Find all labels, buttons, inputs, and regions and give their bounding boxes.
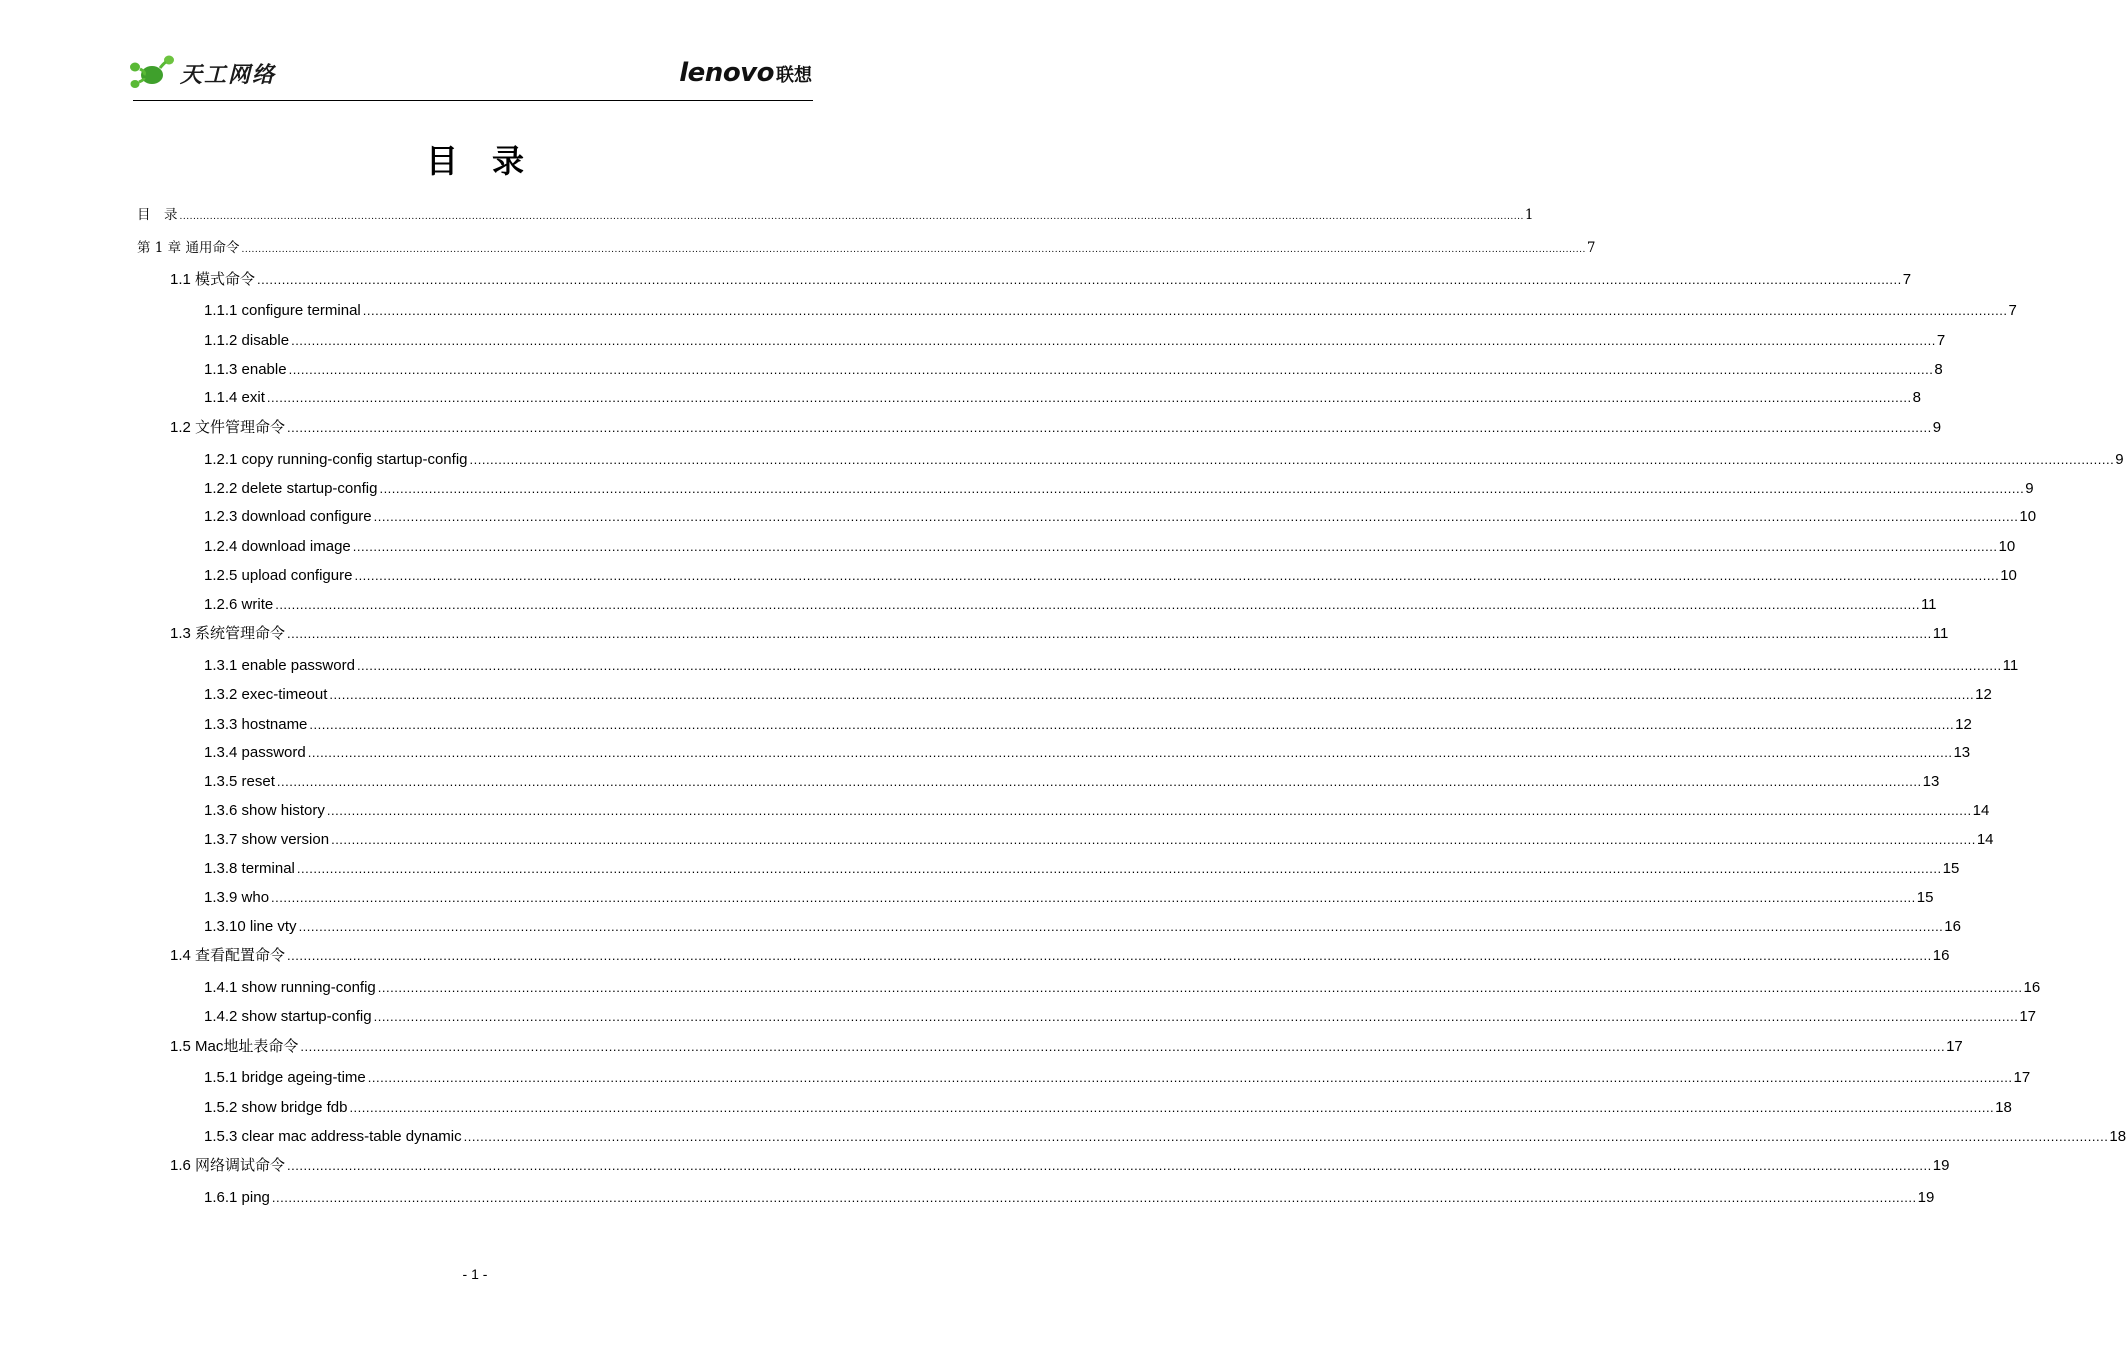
toc-entry-page: 18: [2109, 1128, 2126, 1145]
toc-entry-page: 14: [1976, 831, 1994, 848]
toc-entry-label: 1.4 查看配置命令: [170, 947, 286, 964]
toc-entry-page: 8: [1934, 361, 1943, 378]
toc-entry-label: 1.3.10 line vty: [204, 918, 297, 935]
toc-entry[interactable]: [170, 623, 1949, 645]
toc-entry-page: 7: [1936, 332, 1946, 349]
toc-entry[interactable]: [204, 478, 2034, 500]
toc-entry[interactable]: [204, 506, 2037, 528]
page-header: [126, 52, 812, 102]
toc-entry-page: 19: [1917, 1189, 1935, 1206]
toc-dot-leader: ................................................................................................................................................................................................................................................................................................................................................................................................................: [257, 272, 1902, 287]
toc-entry-label: 1.2.4 download image: [204, 538, 351, 555]
toc-entry[interactable]: [204, 330, 1946, 352]
toc-entry-page: 7: [1586, 240, 1596, 256]
toc-dot-leader: ................................................................................................................................................................................................................................................................................................................................................................................................................: [291, 333, 1936, 348]
toc-dot-leader: ................................................................................................................................................................................................................................................................................................................................................................................................................: [356, 658, 2002, 673]
toc-entry-label: 1.2.1 copy running-config startup-config: [204, 451, 468, 468]
toc-entry-page: 13: [1953, 744, 1971, 761]
toc-dot-leader: ................................................................................................................................................................................................................................................................................................................................................................................................................: [271, 1190, 1917, 1205]
toc-dot-leader: ................................................................................................................................................................................................................................................................................................................................................................................................................: [377, 980, 2023, 995]
toc-entry-label: 1.3.7 show version: [204, 831, 330, 848]
toc-entry-label: 1.3.5 reset: [204, 773, 275, 790]
toc-entry-label: 1.3.9 who: [204, 889, 270, 906]
toc-dot-leader: ................................................................................................................................................................................................................................................................................................................................................................................................................: [276, 774, 1922, 789]
toc-entry[interactable]: [204, 887, 1934, 909]
toc-dot-leader: ................................................................................................................................................................................................................................................................................................................................................................................................................: [326, 803, 1972, 818]
toc-entry[interactable]: [204, 800, 1990, 822]
toc-dot-leader: ................................................................................................................................................................................................................................................................................................................................................................................................................: [300, 1039, 1946, 1054]
toc-entry[interactable]: [204, 714, 1972, 736]
toc-entry-page: 17: [1946, 1038, 1963, 1055]
toc-entry[interactable]: [204, 300, 2017, 322]
toc-entry[interactable]: [170, 1155, 1950, 1177]
toc-dot-leader: ................................................................................................................................................................................................................................................................................................................................................................................................................: [298, 919, 1944, 934]
toc-entry-label: 1.4.2 show startup-config: [204, 1008, 372, 1025]
toc-entry-page: 10: [2019, 508, 2037, 525]
toc-entry-page: 16: [1932, 947, 1950, 964]
toc-entry-label: 1.1.3 enable: [204, 361, 287, 378]
page-number: - 1 -: [462, 1266, 488, 1282]
green-dots-logo-icon: [126, 53, 176, 93]
toc-entry[interactable]: [137, 204, 1534, 226]
toc-entry-page: 9: [1932, 419, 1942, 436]
toc-entry[interactable]: [204, 449, 2124, 471]
toc-entry-label: 1.2.3 download configure: [204, 508, 372, 525]
toc-entry[interactable]: [170, 417, 1942, 439]
toc-dot-leader: ................................................................................................................................................................................................................................................................................................................................................................................................................: [287, 626, 1932, 641]
toc-entry[interactable]: [204, 684, 1992, 706]
toc-dot-leader: ................................................................................................................................................................................................................................................................................................................................................................................................................: [373, 509, 2019, 524]
toc-entry-label: 1.3.2 exec-timeout: [204, 686, 328, 703]
toc-dot-leader: ................................................................................................................................................................................................................................................................................................................................................................................................................: [367, 1070, 2013, 1085]
toc-entry-page: 14: [1972, 802, 1990, 819]
toc-entry[interactable]: [204, 594, 1937, 616]
toc-dot-leader: ................................................................................................................................................................................................................................................................................................................................................................................................................: [352, 539, 1998, 554]
toc-entry-page: 17: [2019, 1008, 2037, 1025]
toc-entry-label: 1.3.6 show history: [204, 802, 325, 819]
toc-entry[interactable]: [204, 1126, 2126, 1148]
toc-entry[interactable]: [204, 655, 2019, 677]
toc-entry-page: 7: [2008, 302, 2017, 319]
toc-entry[interactable]: [204, 1006, 2037, 1028]
toc-dot-leader: ................................................................................................................................................................................................................................................................................................................................................................................................................: [241, 245, 1586, 255]
toc-dot-leader: ................................................................................................................................................................................................................................................................................................................................................................................................................: [329, 687, 1975, 702]
toc-entry-label: 1.3.1 enable password: [204, 657, 355, 674]
toc-entry-label: 1.2.6 write: [204, 596, 274, 613]
toc-dot-leader: ................................................................................................................................................................................................................................................................................................................................................................................................................: [287, 948, 1932, 963]
toc-entry[interactable]: [204, 977, 2041, 999]
toc-entry-label: 第 1 章 通用命令: [137, 240, 240, 256]
toc-entry-page: 15: [1942, 860, 1960, 877]
toc-entry[interactable]: [204, 1067, 2031, 1089]
toc-entry-page: 17: [2013, 1069, 2031, 1086]
toc-dot-leader: ................................................................................................................................................................................................................................................................................................................................................................................................................: [379, 481, 2025, 496]
toc-dot-leader: ................................................................................................................................................................................................................................................................................................................................................................................................................: [469, 452, 2115, 467]
toc-entry-label: 1.3.8 terminal: [204, 860, 295, 877]
toc-entry-page: 19: [1932, 1157, 1950, 1174]
toc-dot-leader: ................................................................................................................................................................................................................................................................................................................................................................................................................: [296, 861, 1942, 876]
toc-entry-label: 1.3.4 password: [204, 744, 306, 761]
toc-entry[interactable]: [204, 916, 1961, 938]
toc-entry[interactable]: [204, 536, 2016, 558]
toc-entry-page: 11: [1920, 596, 1937, 613]
toc-entry-label: 1.5.1 bridge ageing-time: [204, 1069, 366, 1086]
toc-entry-label: 1.2.2 delete startup-config: [204, 480, 378, 497]
toc-entry-page: 16: [1944, 918, 1961, 935]
toc-entry-label: 目 录: [137, 207, 178, 223]
toc-entry[interactable]: [170, 269, 1912, 291]
toc-dot-leader: ................................................................................................................................................................................................................................................................................................................................................................................................................: [287, 1158, 1932, 1173]
toc-entry[interactable]: [204, 1187, 1935, 1209]
toc-entry-page: 12: [1975, 686, 1992, 703]
toc-entry[interactable]: [170, 1036, 1963, 1058]
tiangong-logo-text: 天工网络: [180, 62, 277, 88]
toc-entry[interactable]: [204, 829, 1994, 851]
toc-entry-page: 10: [2000, 567, 2017, 584]
toc-entry-page: 11: [2002, 657, 2019, 674]
toc-dot-leader: ................................................................................................................................................................................................................................................................................................................................................................................................................: [354, 568, 2000, 583]
toc-entry-label: 1.3 系统管理命令: [170, 625, 286, 642]
tiangong-logo: [126, 52, 276, 94]
toc-entry-page: 18: [1995, 1099, 2012, 1116]
toc-entry[interactable]: [204, 742, 1971, 764]
toc-entry-label: 1.2.5 upload configure: [204, 567, 353, 584]
toc-entry-page: 8: [1912, 389, 1921, 406]
toc-entry[interactable]: [204, 858, 1960, 880]
toc-entry-label: 1.1.1 configure terminal: [204, 302, 361, 319]
toc-dot-leader: ................................................................................................................................................................................................................................................................................................................................................................................................................: [362, 303, 2008, 318]
toc-entry-label: 1.1.2 disable: [204, 332, 290, 349]
toc-entry-page: 11: [1932, 625, 1949, 642]
lenovo-logo: [679, 58, 812, 88]
toc-entry-page: 9: [2025, 480, 2034, 497]
toc-entry[interactable]: [204, 359, 1943, 381]
toc-entry-page: 7: [1902, 271, 1912, 288]
toc-dot-leader: ................................................................................................................................................................................................................................................................................................................................................................................................................: [287, 420, 1932, 435]
toc-dot-leader: ................................................................................................................................................................................................................................................................................................................................................................................................................: [275, 597, 1920, 612]
toc-entry[interactable]: [204, 771, 1940, 793]
lenovo-logo-brand: lenovo: [679, 58, 774, 88]
toc-dot-leader: ................................................................................................................................................................................................................................................................................................................................................................................................................: [309, 717, 1955, 732]
toc-entry-label: 1.5.3 clear mac address-table dynamic: [204, 1128, 462, 1145]
toc-entry-label: 1.1 模式命令: [170, 271, 256, 288]
toc-entry-label: 1.2 文件管理命令: [170, 419, 286, 436]
toc-dot-leader: ................................................................................................................................................................................................................................................................................................................................................................................................................: [271, 890, 1916, 905]
toc-entry[interactable]: [204, 1097, 2012, 1119]
toc-entry-page: 15: [1916, 889, 1934, 906]
toc-entry-page: 12: [1955, 716, 1972, 733]
toc-dot-leader: ................................................................................................................................................................................................................................................................................................................................................................................................................: [179, 212, 1524, 222]
toc-entry[interactable]: [204, 565, 2017, 587]
toc-dot-leader: ................................................................................................................................................................................................................................................................................................................................................................................................................: [288, 362, 1934, 377]
toc-dot-leader: ................................................................................................................................................................................................................................................................................................................................................................................................................: [463, 1129, 2109, 1144]
header-divider: [133, 100, 813, 101]
toc-entry-label: 1.4.1 show running-config: [204, 979, 376, 996]
toc-entry-page: 9: [2115, 451, 2124, 468]
toc-entry-page: 16: [2023, 979, 2041, 996]
toc-entry-page: 10: [1998, 538, 2016, 555]
toc-entry-label: 1.6 网络调试命令: [170, 1157, 286, 1174]
toc-entry-label: 1.6.1 ping: [204, 1189, 270, 1206]
toc-dot-leader: ................................................................................................................................................................................................................................................................................................................................................................................................................: [349, 1100, 1995, 1115]
toc-dot-leader: ................................................................................................................................................................................................................................................................................................................................................................................................................: [373, 1009, 2019, 1024]
toc-entry-label: 1.5 Mac地址表命令: [170, 1038, 299, 1055]
toc-entry-page: 13: [1922, 773, 1940, 790]
lenovo-logo-cn: 联想: [776, 65, 812, 86]
toc-entry-page: 1: [1524, 207, 1534, 223]
toc-entry[interactable]: [204, 387, 1921, 409]
toc-entry-label: 1.5.2 show bridge fdb: [204, 1099, 348, 1116]
toc-entry[interactable]: [137, 237, 1596, 259]
toc-entry[interactable]: [170, 945, 1950, 967]
toc-dot-leader: ................................................................................................................................................................................................................................................................................................................................................................................................................: [266, 390, 1912, 405]
toc-entry-label: 1.3.3 hostname: [204, 716, 308, 733]
toc-dot-leader: ................................................................................................................................................................................................................................................................................................................................................................................................................: [307, 745, 1953, 760]
page-title: 目录: [425, 142, 558, 180]
toc-entry-label: 1.1.4 exit: [204, 389, 265, 406]
toc-dot-leader: ................................................................................................................................................................................................................................................................................................................................................................................................................: [331, 832, 1976, 847]
